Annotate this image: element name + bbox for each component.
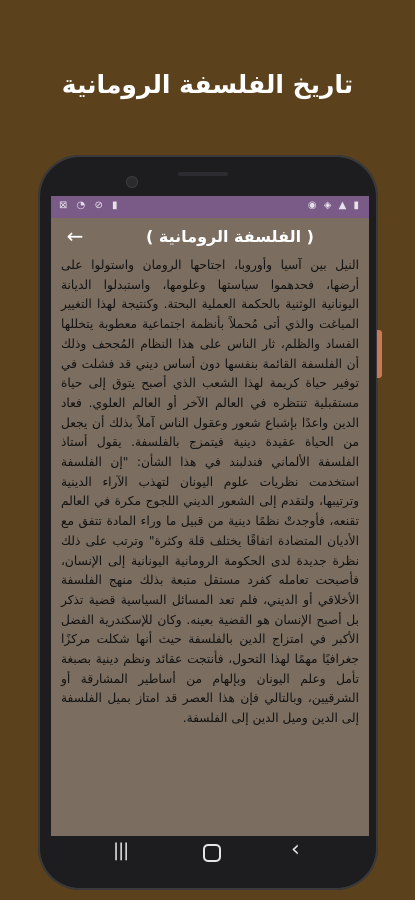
status-system-icons: ◉ ◈ ▲ ▮ [307, 200, 361, 211]
earpiece-speaker [178, 172, 228, 176]
phone-side-button [377, 330, 382, 378]
app-screen [51, 196, 369, 836]
home-icon[interactable] [203, 844, 221, 862]
app-bar [51, 218, 369, 256]
back-arrow-icon[interactable]: ← [66, 224, 84, 248]
promo-title: تاريخ الفلسفة الرومانية [61, 70, 354, 99]
article-text: النيل بين آسيا وأوروبا، اجتاحها الرومان واستولوا على أرضها، فحدهموا سياستها وعلومها، واستبدلوا الديانة اليونانية الوثنية بالحكمة العملية البحتة. وكنتيجة لهذا التغيير المباغت والذي أتى مُحملاً بأنظمة اجتماعية معطوبة يتخللها الفساد والظلم، ثار الناس على هذا النظام المُجحف وذلك أن الفلسفة القائمة بنفسها دون أساس ديني قد فشلت في توفير حياة كريمة لهذا الشعب الذي أصبح يتوق إلى حياة مستقبلية تنتظره في العالم الآخر أو العالم العلوي. فعاد الدين واعدًا بإشباع شعور وعقول الناس آملاً بذلك أن يجعل من الحياة عقيدة دينية فيتمزج بالفلسفة. يقول أستاذ الفلسفة الألماني فندلبند في هذا الشأن: "إن الفلسفة استخدمت نظريات علوم اليونان لتهذب الآراء الدينية وترتيبها، ولتقدم إلى الشعور الديني اللجوج مكرة في العالم تقنعه، فأوجدتْ نظمًا دينية من قبيل ما وراء المادة تتفق مع الأديان المتضادة اتفاقًا يختلف قلة وكثرة" وترتب على ذلك نظرة جديدة لدى الحكومة الرومانية اليونانية إلى الإنسان، فأصبحت تعامله كفرد مستقل متبعة بذلك منهج الفلسفة الأخلاقي أو الديني، فلم تعد المسائل السياسية قضية تذكر بل أصبح الإنسان هو القضية بعينه. وكان للإسكندرية الفضل الأكبر في امتزاج الدين بالفلسفة حيث أنها شكلت مركزًا جغرافيًا مهمًا لهذا التحول، فأنتجت عقائد ونظم دينية بصبغة تأمل وعلم اليونان وبإلهام من أساطير المشارقة أو الشرقيين، وبالتالي فإن هذا العصر قد امتاز بميل الفلسفة إلى الدين وميل الدين إلى الفلسفة. [61, 258, 359, 726]
system-nav-bar [51, 836, 369, 870]
status-bar [51, 196, 369, 218]
recent-apps-icon[interactable]: ||| [113, 840, 129, 861]
front-camera [126, 176, 138, 188]
chevron-back-icon[interactable]: ‹ [291, 837, 300, 862]
page-title: ( الفلسفة الرومانية ) [146, 227, 314, 246]
status-notification-icons: ⊠ ◔ ⊘ ▮ [59, 200, 121, 211]
